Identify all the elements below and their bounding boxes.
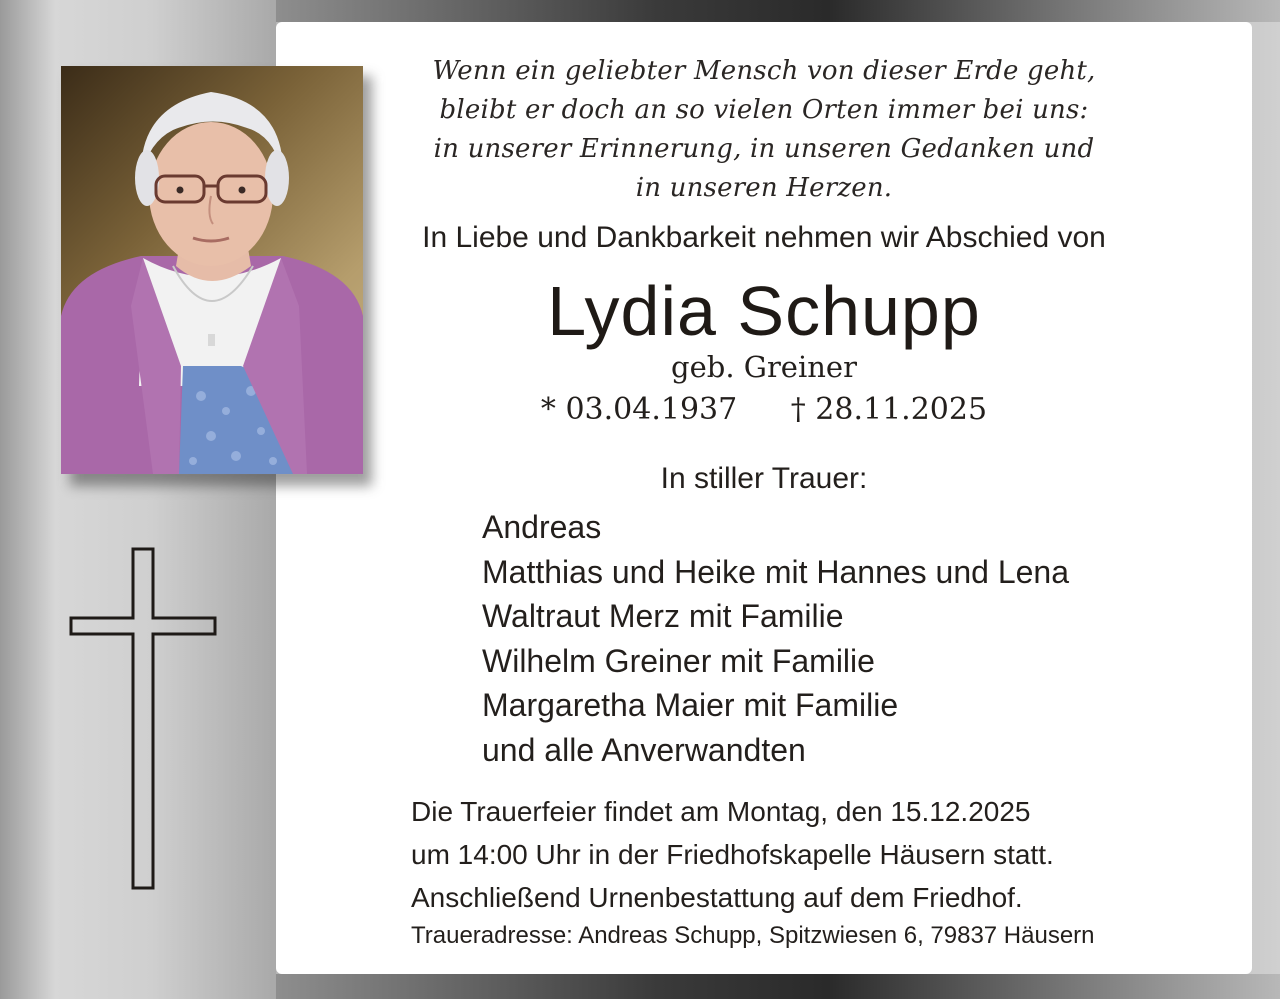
list-item: Andreas — [482, 509, 602, 545]
top-border-strip — [276, 0, 1280, 22]
poem-line: in unserer Erinnerung, in unseren Gedanken und — [433, 134, 1095, 164]
maiden-name: geb. Greiner — [671, 350, 857, 384]
mourners-list — [482, 505, 1069, 772]
mourning-address: Traueradresse: Andreas Schupp, Spitzwiesen 6, 79837 Häusern — [411, 922, 1095, 949]
list-item: und alle Anverwandten — [482, 731, 806, 768]
life-dates — [276, 389, 1252, 431]
poem-line: Wenn ein geliebter Mensch von dieser Erde geht, — [432, 56, 1096, 86]
poem-line: in unseren Herzen. — [635, 173, 893, 203]
list-item: Matthias und Heike mit Hannes und Lena — [482, 553, 1070, 590]
poem-line: bleibt er doch an so vielen Orten immer bei uns: — [439, 95, 1089, 125]
birth-date: * 03.04.1937 — [540, 392, 738, 427]
service-line: Die Trauerfeier findet am Montag, den 15.12.2025 — [411, 796, 1031, 827]
bottom-border-strip — [276, 974, 1280, 999]
deceased-name: Lydia Schupp — [547, 272, 981, 350]
list-item: Waltraut Merz mit Familie — [482, 598, 844, 634]
farewell-text: In Liebe und Dankbarkeit nehmen wir Abschied von — [422, 221, 1106, 254]
mourning-label: In stiller Trauer: — [660, 462, 868, 495]
service-line: Anschließend Urnenbestattung auf dem Friedhof. — [411, 882, 1023, 913]
cross-icon — [68, 547, 218, 897]
service-details — [411, 790, 1054, 919]
death-date: † 28.11.2025 — [790, 392, 988, 427]
list-item: Margaretha Maier mit Familie — [482, 687, 899, 723]
list-item: Wilhelm Greiner mit Familie — [482, 642, 875, 679]
memorial-poem — [276, 52, 1252, 208]
service-line: um 14:00 Uhr in der Friedhofskapelle Häusern statt. — [411, 839, 1054, 870]
